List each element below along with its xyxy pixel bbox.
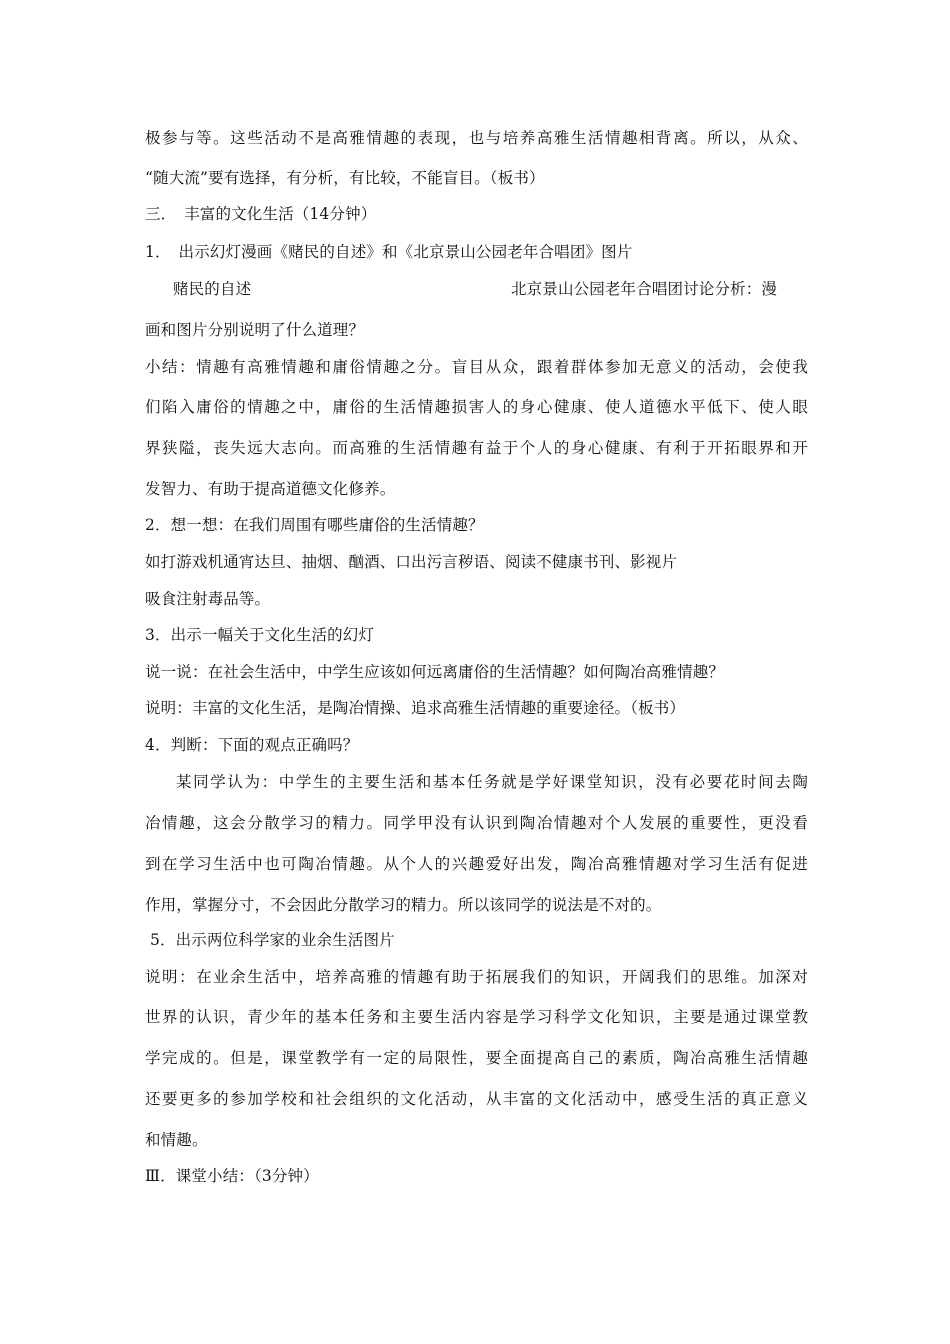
list-item: 2．想一想：在我们周围有哪些庸俗的生活情趣？: [145, 516, 484, 534]
paragraph-line: 吸食注射毒品等。: [145, 590, 271, 608]
paragraph-line: 作用，掌握分寸，不会因此分散学习的精力。所以该同学的说法是不对的。: [145, 896, 662, 914]
paragraph-line: 冶情趣，这会分散学习的精力。同学甲没有认识到陶冶情趣对个人发展的重要性，更没看: [145, 814, 808, 832]
paragraph-line: 小结：情趣有高雅情趣和庸俗情趣之分。盲目从众，跟着群体参加无意义的活动，会使我: [145, 358, 808, 376]
paragraph-line: 发智力、有助于提高道德文化修养。: [145, 480, 396, 498]
paragraph-line: 和情趣。: [145, 1131, 208, 1149]
list-item: 5．出示两位科学家的业余生活图片: [150, 931, 395, 949]
paragraph-line: 学完成的。但是，课堂教学有一定的局限性，要全面提高自己的素质，陶冶高雅生活情趣: [145, 1049, 808, 1067]
paragraph-line: 画和图片分别说明了什么道理？: [145, 321, 365, 339]
section-heading: Ⅲ．课堂小结：（3分钟）: [145, 1167, 319, 1185]
image-caption-right: 北京景山公园老年合唱团讨论分析：漫: [511, 280, 778, 298]
paragraph-line: 到在学习生活中也可陶冶情趣。从个人的兴趣爱好出发，陶冶高雅情趣对学习生活有促进: [145, 855, 808, 873]
paragraph-line: 极参与等。这些活动不是高雅情趣的表现，也与培养高雅生活情趣相背离。所以，从众、: [145, 129, 808, 147]
list-item: 1． 出示幻灯漫画《赌民的自述》和《北京景山公园老年合唱团》图片: [145, 243, 633, 261]
paragraph-line: 说明：丰富的文化生活，是陶冶情操、追求高雅生活情趣的重要途径。（板书）: [145, 699, 686, 717]
list-item: 4．判断：下面的观点正确吗？: [145, 736, 359, 754]
paragraph-line: 世界的认识，青少年的基本任务和主要生活内容是学习科学文化知识，主要是通过课堂教: [145, 1008, 808, 1026]
paragraph-line: 说明：在业余生活中，培养高雅的情趣有助于拓展我们的知识，开阔我们的思维。加深对: [145, 968, 808, 986]
image-caption-left: 赌民的自述: [173, 280, 252, 298]
section-heading: 三． 丰富的文化生活（14分钟）: [145, 205, 377, 223]
paragraph-line: 们陷入庸俗的情趣之中，庸俗的生活情趣损害人的身心健康、使人道德水平低下、使人眼: [145, 398, 808, 416]
paragraph-line: 界狭隘，丧失远大志向。而高雅的生活情趣有益于个人的身心健康、有利于开拓眼界和开: [145, 439, 808, 457]
list-item: 3．出示一幅关于文化生活的幻灯: [145, 626, 375, 644]
paragraph-line: 如打游戏机通宵达旦、抽烟、酗酒、口出污言秽语、阅读不健康书刊、影视片: [145, 553, 678, 571]
paragraph-line: 还要更多的参加学校和社会组织的文化活动，从丰富的文化活动中，感受生活的真正意义: [145, 1090, 808, 1108]
paragraph-line: 说一说：在社会生活中，中学生应该如何远离庸俗的生活情趣？如何陶冶高雅情趣？: [145, 663, 725, 681]
paragraph-line: “随大流”要有选择，有分析，有比较，不能盲目。（板书）: [145, 169, 545, 187]
paragraph-line: 某同学认为：中学生的主要生活和基本任务就是学好课堂知识，没有必要花时间去陶: [176, 773, 808, 791]
